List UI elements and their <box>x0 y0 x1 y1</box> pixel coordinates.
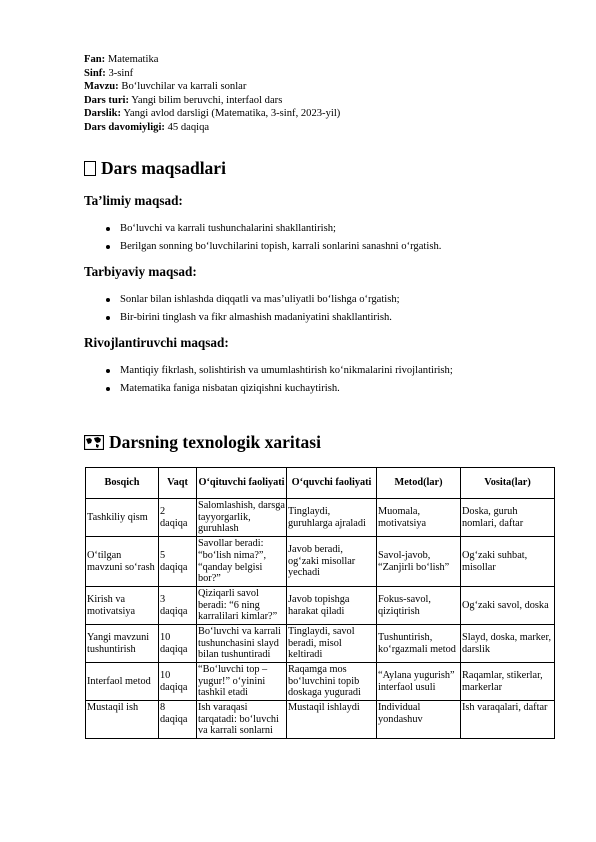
meta-value: Matematika <box>107 54 159 65</box>
cell-stage: O‘tilgan mavzuni so‘rash <box>86 537 159 587</box>
meta-line <box>84 107 340 121</box>
table-row <box>86 499 555 537</box>
cell-student-activity: Tinglaydi, guruhlarga ajraladi <box>287 499 377 537</box>
meta-value: Yangi avlod darsligi (Matematika, 3-sinf, 2023-yil) <box>123 108 341 120</box>
table-row <box>86 537 555 587</box>
cell-tools: Og‘zaki suhbat, misollar <box>461 537 555 587</box>
cell-student-activity: Mustaqil ishlaydi <box>287 701 377 739</box>
world-map-icon <box>84 435 104 450</box>
meta-label: Sinf: <box>84 67 106 79</box>
goals-heading <box>84 158 226 179</box>
cell-stage: Tashkiliy qism <box>86 499 159 537</box>
goal-heading-upbringing: Tarbiyaviy maqsad: <box>84 264 197 279</box>
cell-student-activity: Tinglaydi, savol beradi, misol keltiradi <box>287 625 377 663</box>
goals-title: Dars maqsadlari <box>101 158 226 178</box>
meta-line <box>84 67 340 81</box>
goal-list-upbringing <box>102 293 400 329</box>
table-header-row <box>86 468 555 499</box>
header-stage: Bosqich <box>86 468 159 499</box>
meta-label: Dars turi: <box>84 94 130 106</box>
cell-time: 8 daqiqa <box>159 701 197 739</box>
meta-value: 45 daqiqa <box>167 121 210 133</box>
list-item: Bir-birini tinglash va fikr almashish madaniyatini shakllantirish. <box>102 311 400 329</box>
cell-teacher-activity: Savollar beradi: “bo‘lish nima?”, “qanday belgisi bor?” <box>197 537 287 587</box>
cell-time: 10 daqiqa <box>159 663 197 701</box>
cell-time: 5 daqiqa <box>159 537 197 587</box>
header-time: Vaqt <box>159 468 197 499</box>
meta-label: Darslik: <box>84 108 122 120</box>
cell-stage: Interfaol metod <box>86 663 159 701</box>
meta-line <box>84 94 340 108</box>
table-row <box>86 663 555 701</box>
map-heading <box>84 432 321 453</box>
goal-list-developmental <box>102 364 453 400</box>
technology-map-table <box>85 467 555 739</box>
cell-teacher-activity: “Bo‘luvchi top – yugur!” o‘yinini tashkil etadi <box>197 663 287 701</box>
cell-student-activity: Javob beradi, og‘zaki misollar yechadi <box>287 537 377 587</box>
cell-methods: Fokus-savol, qiziqtirish <box>377 587 461 625</box>
goal-heading-developmental: Rivojlantiruvchi maqsad: <box>84 335 229 350</box>
meta-line <box>84 121 340 135</box>
meta-value: Bo‘luvchilar va karrali sonlar <box>121 81 247 93</box>
goal-heading-educational: Ta’limiy maqsad: <box>84 193 183 208</box>
cell-methods: “Aylana yugurish” interfaol usuli <box>377 663 461 701</box>
list-item: Matematika faniga nisbatan qiziqishni kuchaytirish. <box>102 382 453 400</box>
cell-time: 3 daqiqa <box>159 587 197 625</box>
cell-methods: Tushuntirish, ko‘rgazmali metod <box>377 625 461 663</box>
cell-stage: Kirish va motivatsiya <box>86 587 159 625</box>
header-methods: Metod(lar) <box>377 468 461 499</box>
cell-methods: Individual yondashuv <box>377 701 461 739</box>
cell-tools: Slayd, doska, marker, darslik <box>461 625 555 663</box>
meta-line <box>84 53 340 67</box>
meta-label: Mavzu: <box>84 81 119 93</box>
meta-value: 3-sinf <box>108 67 134 79</box>
cell-teacher-activity: Salomlashish, darsga tayyorgarlik, guruhlash <box>197 499 287 537</box>
list-item: Mantiqiy fikrlash, solishtirish va umumlashtirish ko‘nikmalarini rivojlantirish; <box>102 364 453 382</box>
cell-student-activity: Raqamga mos bo‘luvchini topib doskaga yuguradi <box>287 663 377 701</box>
map-title: Darsning texnologik xaritasi <box>109 432 321 452</box>
list-item: Sonlar bilan ishlashda diqqatli va mas’uliyatli bo‘lishga o‘rgatish; <box>102 293 400 311</box>
cell-teacher-activity: Ish varaqasi tarqatadi: bo‘luvchi va karrali sonlarni <box>197 701 287 739</box>
cell-tools: Doska, guruh nomlari, daftar <box>461 499 555 537</box>
lesson-meta <box>84 53 340 135</box>
header-student-activity: O‘quvchi faoliyati <box>287 468 377 499</box>
cell-tools: Raqamlar, stikerlar, markerlar <box>461 663 555 701</box>
missing-glyph-icon <box>84 161 96 176</box>
cell-tools: Og‘zaki savol, doska <box>461 587 555 625</box>
meta-label: Fan: <box>84 54 106 65</box>
meta-value: Yangi bilim beruvchi, interfaol dars <box>131 94 283 106</box>
table-row <box>86 625 555 663</box>
list-item: Bo‘luvchi va karrali tushunchalarini shakllantirish; <box>102 222 441 240</box>
header-teacher-activity: O‘qituvchi faoliyati <box>197 468 287 499</box>
cell-teacher-activity: Bo‘luvchi va karrali tushunchasini slayd bilan tushuntiradi <box>197 625 287 663</box>
list-item: Berilgan sonning bo‘luvchilarini topish, karrali sonlarini sanashni o‘rgatish. <box>102 240 441 258</box>
cell-stage: Yangi mavzuni tushuntirish <box>86 625 159 663</box>
table-row <box>86 587 555 625</box>
cell-methods: Muomala, motivatsiya <box>377 499 461 537</box>
cell-teacher-activity: Qiziqarli savol beradi: “6 ning karralilari kimlar?” <box>197 587 287 625</box>
cell-student-activity: Javob topishga harakat qiladi <box>287 587 377 625</box>
cell-time: 10 daqiqa <box>159 625 197 663</box>
meta-line <box>84 80 340 94</box>
meta-label: Dars davomiyligi: <box>84 121 165 133</box>
cell-stage: Mustaqil ish <box>86 701 159 739</box>
cell-tools: Ish varaqalari, daftar <box>461 701 555 739</box>
cell-methods: Savol-javob, “Zanjirli bo‘lish” <box>377 537 461 587</box>
table-row <box>86 701 555 739</box>
goal-list-educational <box>102 222 441 258</box>
cell-time: 2 daqiqa <box>159 499 197 537</box>
header-tools: Vosita(lar) <box>461 468 555 499</box>
